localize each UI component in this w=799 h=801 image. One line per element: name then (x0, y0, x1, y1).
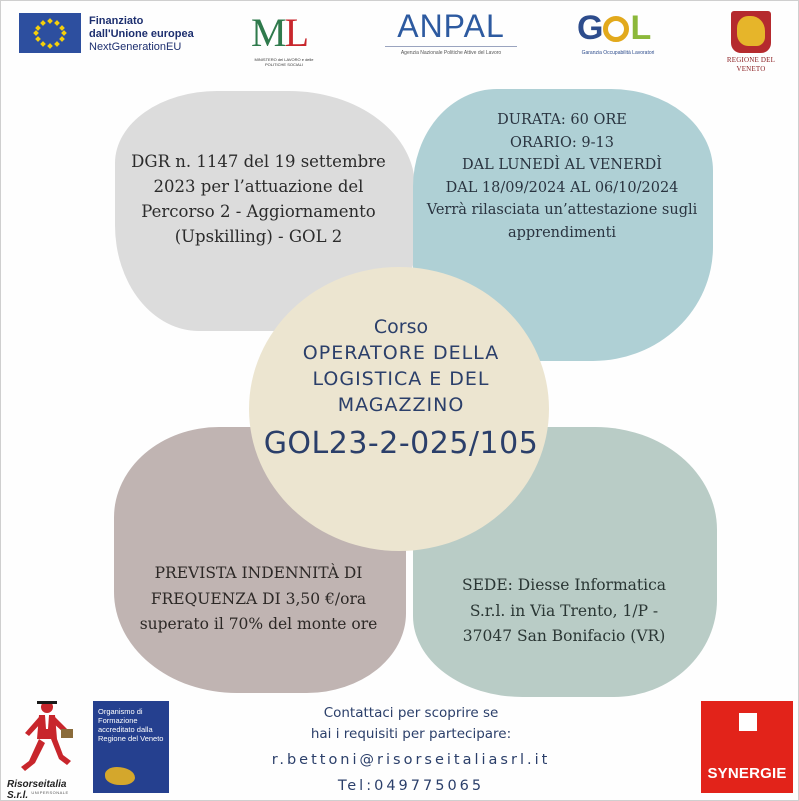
accreditation-badge (93, 701, 169, 793)
venue-line: 37047 San Bonifacio (VR) (462, 627, 666, 645)
risorseitalia-logo (7, 699, 87, 801)
anpal-caption: Agenzia Nazionale Politiche Attive del Lavoro (400, 50, 502, 56)
eu-line-3: NextGenerationEU (89, 41, 182, 53)
eu-funding-label (89, 15, 209, 54)
anpal-logo (381, 9, 521, 57)
venue-text (423, 573, 705, 650)
lion-shield-icon (731, 11, 771, 53)
risorseitalia-wordmark: Risorseitalia S.r.l. (7, 779, 67, 801)
legal-basis-line: Percorso 2 - Aggiornamento (141, 202, 376, 221)
allowance-line: superato il 70% del monte ore (139, 615, 378, 633)
course-title-line: MAGAZZINO (337, 394, 465, 416)
ministry-caption: MINISTERO del LAVORO e delle POLITICHE SOCIALI (254, 57, 314, 67)
gol-wordmark: G L (577, 9, 651, 47)
venue-line: S.r.l. in Via Trento, 1/P - (469, 601, 659, 620)
contact-phone[interactable]: Tel:049775065 (337, 778, 485, 794)
certificate-line: apprendimenti (507, 224, 617, 241)
risorseitalia-sub: UNIPERSONALE (31, 790, 69, 795)
lion-icon (105, 767, 135, 785)
ministry-mark: ML (251, 10, 308, 55)
eu-line-2: dall'Unione europea (89, 28, 194, 40)
hours-line: ORARIO: 9-13 (510, 134, 614, 151)
venue-line: SEDE: Diesse Informatica (461, 576, 667, 594)
legal-basis-line: 2023 per l’attuazione del (153, 177, 364, 196)
contact-block (221, 703, 601, 799)
legal-basis-text (121, 149, 396, 249)
synergie-logo (701, 701, 793, 793)
weekdays-line: DAL LUNEDÌ AL VENERDÌ (462, 157, 662, 173)
contact-email[interactable]: r.bettoni@risorseitaliasrl.it (271, 752, 551, 768)
eu-line-1: Finanziato (89, 15, 144, 27)
course-label: Corso (373, 316, 429, 338)
running-man-icon (17, 699, 77, 779)
square-icon (739, 713, 757, 731)
certificate-line: Verrà rilasciata un’attestazione sugli (426, 202, 698, 218)
ministry-logo (249, 11, 319, 69)
course-title-line: LOGISTICA E DEL (312, 368, 490, 390)
accreditation-text: Organismo di Formazione accreditato dalla Regione del Veneto (98, 707, 164, 743)
veneto-caption: REGIONE DEL VENETO (726, 56, 776, 73)
legal-basis-line: (Upskilling) - GOL 2 (174, 227, 343, 246)
regione-veneto-logo (723, 11, 779, 73)
legal-basis-line: DGR n. 1147 del 19 settembre (131, 152, 386, 171)
gol-caption: Garanzia Occupabilità Lavoratori (581, 50, 655, 56)
dates-line: DAL 18/09/2024 AL 06/10/2024 (445, 179, 679, 196)
course-code: GOL23-2-025/105 (263, 426, 539, 461)
synergie-wordmark: SYNERGIE (707, 765, 787, 782)
allowance-line: FREQUENZA DI 3,50 €/ora (150, 589, 367, 608)
allowance-line: PREVISTA INDENNITÀ DI (154, 564, 363, 582)
contact-line: Contattaci per scoprire se (323, 705, 499, 721)
duration-line: DURATA: 60 ORE (497, 112, 627, 128)
course-title-line: OPERATORE DELLA (302, 342, 500, 364)
eu-flag-icon (19, 13, 81, 53)
contact-line: hai i requisiti per partecipare: (310, 726, 512, 742)
anpal-wordmark: ANPAL (397, 8, 505, 44)
allowance-text (121, 561, 396, 638)
schedule-text (423, 109, 701, 244)
gol-logo (575, 9, 661, 61)
course-title-block (259, 314, 543, 466)
